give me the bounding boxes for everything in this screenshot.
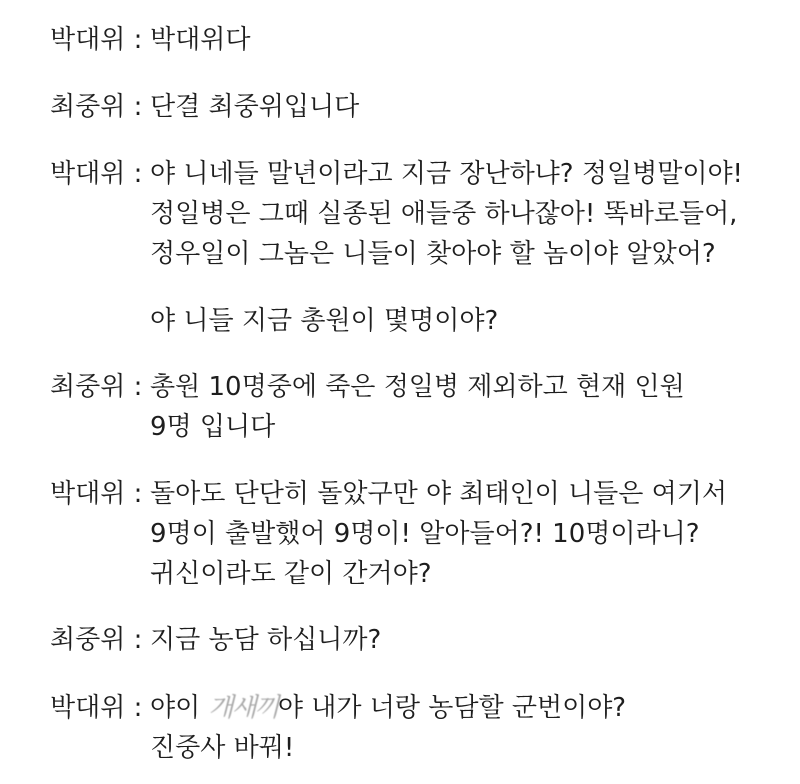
dialogue-line: 야 니네들 말년이라고 지금 장난하냐? 정일병말이야!: [150, 159, 743, 189]
dialogue-line: 진중사 바꿔!: [150, 733, 295, 763]
speaker-label: 최중위 :: [50, 92, 143, 122]
speaker-label: 최중위 :: [50, 372, 143, 402]
dialogue-line: 단결 최중위입니다: [150, 92, 360, 122]
dialogue-line: [150, 690, 626, 726]
speaker-label: 박대위 :: [50, 25, 143, 55]
speaker-label: 박대위 :: [50, 159, 143, 189]
dialogue-line: 정우일이 그놈은 니들이 찾아야 할 놈이야 알았어?: [150, 239, 716, 269]
dialogue-line: 9명 입니다: [150, 412, 276, 442]
speaker-label: 박대위 :: [50, 693, 143, 723]
dialogue-line: 박대위다: [150, 25, 251, 55]
speaker-label: 박대위 :: [50, 479, 143, 509]
censored-word: 개새끼: [208, 693, 278, 723]
speaker-label: 최중위 :: [50, 625, 143, 655]
dialogue-line: 총원 10명중에 죽은 정일병 제외하고 현재 인원: [150, 372, 685, 402]
dialogue-line: 지금 농담 하십니까?: [150, 625, 382, 655]
dialogue-text: 야이: [150, 693, 209, 723]
dialogue-line: 정일병은 그때 실종된 애들중 하나잖아! 똑바로들어,: [150, 199, 738, 229]
dialogue-line: 돌아도 단단히 돌았구만 야 최태인이 니들은 여기서: [150, 479, 728, 509]
dialogue-line: 9명이 출발했어 9명이! 알아들어?! 10명이라니?: [150, 519, 700, 549]
dialogue-text: 야 내가 너랑 농담할 군번이야?: [277, 693, 627, 723]
dialogue-line: 귀신이라도 같이 간거야?: [150, 559, 432, 589]
dialogue-line: 야 니들 지금 총원이 몇명이야?: [150, 306, 499, 336]
